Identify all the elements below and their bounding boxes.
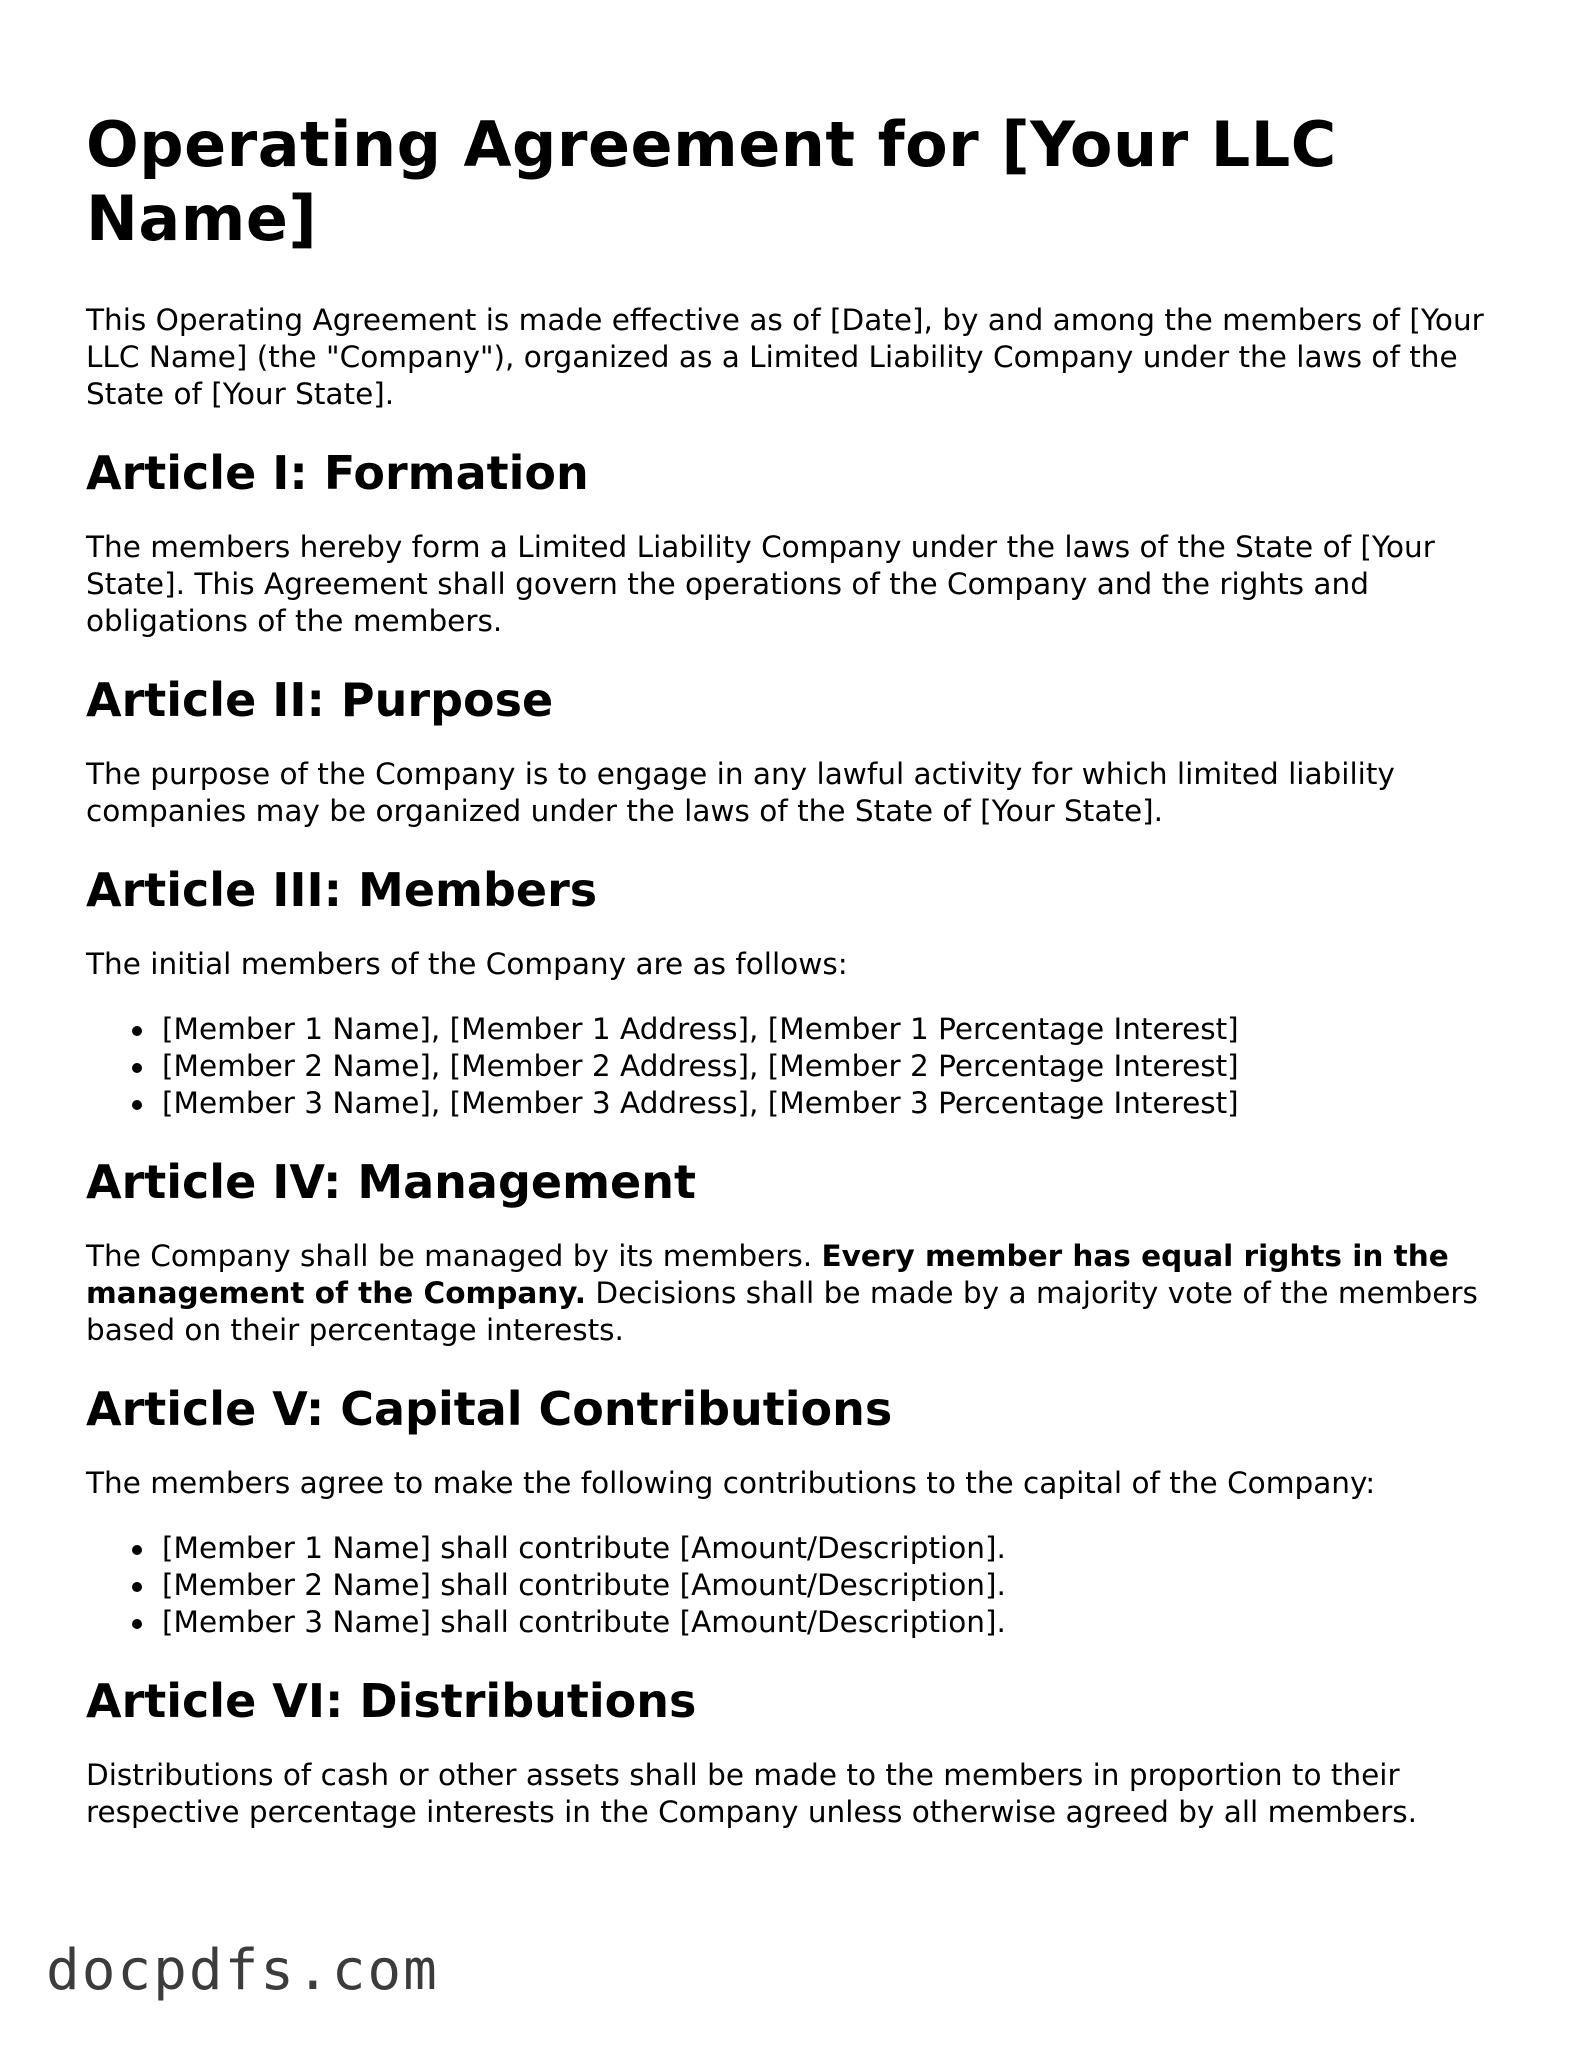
management-text-end: Decisions shall be made by a majority vote of the members based on their percentage interests. — [86, 1276, 1478, 1347]
article-formation — [86, 445, 1506, 640]
article-heading: Article I: Formation — [86, 446, 589, 500]
bullet-icon — [132, 1545, 142, 1555]
article-capital-contributions — [86, 1381, 1506, 1641]
management-text-bold: Every member has equal rights in the management of the Company. — [86, 1239, 1449, 1310]
article-text: The initial members of the Company are as follows: — [86, 947, 848, 981]
document-title: Operating Agreement for [Your LLC Name] — [86, 108, 1337, 255]
article-heading: Article II: Purpose — [86, 673, 554, 727]
bullet-icon — [132, 1100, 142, 1110]
list-item — [162, 1011, 1506, 1048]
document-page — [86, 108, 1506, 1831]
list-item-text: [Member 1 Name], [Member 1 Address], [Member 1 Percentage Interest] — [162, 1012, 1239, 1046]
contributions-list — [86, 1530, 1506, 1641]
bullet-icon — [132, 1619, 142, 1629]
article-text — [86, 1238, 1506, 1349]
article-text: The members agree to make the following contributions to the capital of the Company: — [86, 1466, 1376, 1500]
list-item-text: [Member 3 Name] shall contribute [Amount/Description]. — [162, 1605, 1006, 1639]
article-text: Distributions of cash or other assets shall be made to the members in proportion to their respective percentage interests in the Company unless otherwise agreed by all members. — [86, 1758, 1417, 1829]
article-text: The purpose of the Company is to engage in any lawful activity for which limited liability companies may be organized under the laws of the State of [Your State]. — [86, 757, 1395, 828]
watermark: docpdfs.com — [46, 1938, 439, 2003]
list-item — [162, 1085, 1506, 1122]
article-distributions — [86, 1673, 1506, 1831]
article-heading: Article V: Capital Contributions — [86, 1382, 893, 1436]
bullet-icon — [132, 1063, 142, 1073]
article-management — [86, 1154, 1506, 1349]
list-item-text: [Member 2 Name], [Member 2 Address], [Member 2 Percentage Interest] — [162, 1049, 1239, 1083]
list-item-text: [Member 2 Name] shall contribute [Amount/Description]. — [162, 1568, 1006, 1602]
article-purpose — [86, 672, 1506, 830]
article-heading: Article IV: Management — [86, 1155, 696, 1209]
members-list — [86, 1011, 1506, 1122]
list-item-text: [Member 3 Name], [Member 3 Address], [Member 3 Percentage Interest] — [162, 1086, 1239, 1120]
management-text-start: The Company shall be managed by its members. — [86, 1239, 813, 1273]
article-members — [86, 862, 1506, 1122]
bullet-icon — [132, 1582, 142, 1592]
article-text: The members hereby form a Limited Liability Company under the laws of the State of [Your State]. This Agreement shall govern the operations of the Company and the rights and obligations of the members. — [86, 530, 1435, 638]
list-item — [162, 1530, 1506, 1567]
article-heading: Article VI: Distributions — [86, 1674, 697, 1728]
article-heading: Article III: Members — [86, 863, 598, 917]
list-item — [162, 1604, 1506, 1641]
list-item — [162, 1567, 1506, 1604]
list-item — [162, 1048, 1506, 1085]
list-item-text: [Member 1 Name] shall contribute [Amount/Description]. — [162, 1531, 1006, 1565]
intro-paragraph: This Operating Agreement is made effective as of [Date], by and among the members of [Your LLC Name] (the "Company"), organized as a Limited Liability Company under the laws of the State of [Your State]. — [86, 303, 1484, 411]
bullet-icon — [132, 1026, 142, 1036]
